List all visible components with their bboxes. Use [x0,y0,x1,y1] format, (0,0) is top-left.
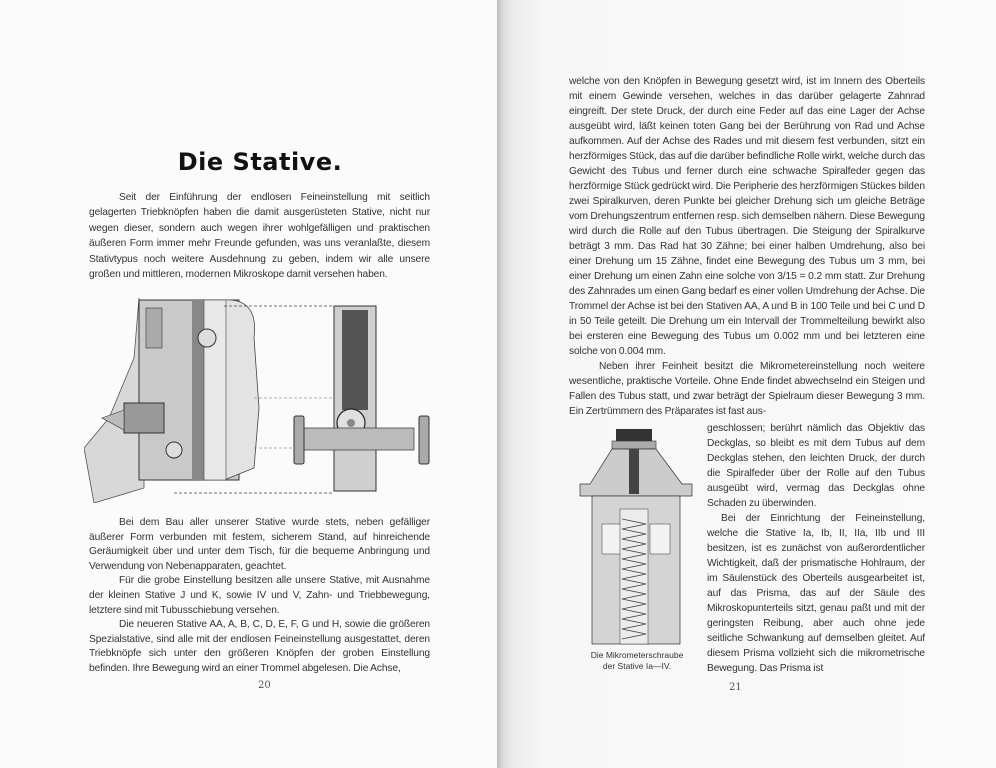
page-number: 21 [729,682,742,693]
rack [192,300,204,480]
figure-caption [572,650,702,672]
roller [166,442,182,458]
stand-mechanism-illustration [84,298,444,503]
knob-left [294,416,304,464]
stand-arm-shape [84,298,144,503]
screw-thread [612,441,656,449]
spring [146,308,162,348]
wrapped-body-text [707,421,925,676]
paragraph: Seit der Einführung der endlosen Feineinstellung mit seitlich gelagerten Triebknöpfen haben die damit ausgerüsteten Stative, nicht nur wegen dieser, sondern auch wegen ihrer wohlgefälligen und praktischen äußeren Form immer mehr Freunde gefunden, was uns veranlaßte, diesem Stativtypus noch weitere Ausdehnung zu geben, indem wir alle unsere großen und mittleren, modernen Mikroskope damit versehen haben. [89,192,430,281]
cam-hub [347,419,355,427]
intro-paragraph [89,190,430,282]
knob-axle [299,428,414,450]
knob-right [419,416,429,464]
side-slot [342,310,368,410]
paragraph: Für die grobe Einstellung besitzen alle unsere Stative, mit Ausnahme der kleinen Stative J und K, sowie IV und V, Zahn- und Triebbewegung, letztere sind mit Tubusschiebung versehen. [89,575,430,616]
pinion [198,329,216,347]
tube-housing [224,300,259,480]
paragraph: geschlossen; berührt nämlich das Objektiv das Deckglas, so bleibt es mit dem Tubus auf dem Deckglas stehen, den leichten Druck, der durch die Spiralfeder über der Rolle auf den Tubus ausgeübt wird, vermag das Deckglas ohne Schaden zu überwinden. [707,423,925,509]
cavity-right [650,524,670,554]
paragraph: Neben ihrer Feinheit besitzt die Mikrometereinstellung noch weitere wesentliche, praktische Vorteile. Ohne Ende findet abwechselnd ein Steigen und Fallen des Tubus statt, und zwar beträgt der Spielraum dieser Bewegung 3 mm. Ein Zertrümmern des Präparates ist fast aus- [569,361,925,417]
drum [124,403,164,433]
screw-rod [629,449,639,494]
page-title: Die Stative. [177,148,343,176]
tube [204,300,226,480]
caption-line: Die Mikrometerschraube [590,650,684,660]
paragraph: welche von den Knöpfen in Bewegung gesetzt wird, ist im Innern des Oberteils mit einem Gewinde versehen, welches in das darüber gelagerte Zahnrad eingreift. Der stete Druck, der durch eine Feder auf das eine Lager der Achse ausgeübt wird, läßt keinen toten Gang bei der Berührung von Rad und Achse aufkommen. Auf der Achse des Rades und mit diesem fest verbunden, sitzt ein herzförmiges Stück, das auf die darüber befindliche Rolle wirkt, welche durch das Gewicht des Tubus und ferner durch eine schwache Spiralfeder gegen das herzförmige Stück gedrückt wird. Die Peripherie des herzförmigen Stückes bilden zwei Spiralkurven, deren Punkte bei gleicher Drehung sich um gleiche Beträge vom Drehungszentrum entfernen resp. sich demselben nähern. Diese Bewegung wird durch die Rolle auf den Tubus übertragen. Die Steigung der Spiralkurve beträgt 3 mm. Das Rad hat 30 Zähne; bei einer halben Umdrehung, also bei einer Drehung um 15 Zähne, findet eine Bewegung des Tubus um 3 mm, bei einer Drehung um einen Zahn eine solche von 3/15 = 0.2 mm statt. Zur Drehung des Zahnrades um einen Gang bedarf es einer vollen Umdrehung der Achse. Die Trommel der Achse ist bei den Stativen AA, A und B in 100 Teile und bei C und D in 50 Teile geteilt. Die Drehung um ein Intervall der Trommelteilung bewirkt also bei ersteren eine Bewegung des Tubus um 0.002 mm und bei letzteren eine solche von 0.004 mm. [569,76,925,357]
paragraph: Bei dem Bau aller unserer Stative wurde stets, neben gefälliger äußerer Form verbunden mit festem, sicherem Stand, auf hinreichende Geräumigkeit über und unter dem Tisch, für die bequeme Anbringung und Verwendung von Nebenapparaten, geachtet. [89,517,430,572]
screw-cap [616,429,652,441]
body-text [569,74,925,419]
body-text [89,516,430,677]
paragraph: Bei der Einrichtung der Feineinstellung, welche die Stative Ia, Ib, II, IIa, IIb und III besitzen, ist es zunächst von außerordentlicher Wichtigkeit, daß der prismatische Hohlraum, der im Säulenstück des Oberteils ausgearbeitet ist, auf das Prisma, das auf der Säule des Mikroskopunterteils sitzt, genau paßt und mit der geringsten Reibung, aber auch ohne jede seitliche Schwankung auf demselben gleitet. Auf diesem Prisma vollzieht sich die mikrometrische Bewegung. Das Prisma ist [707,513,925,674]
caption-line: der Stative Ia—IV. [602,661,672,671]
page-number: 20 [258,680,271,691]
micrometer-screw-illustration [572,424,702,646]
cavity-left [602,524,622,554]
paragraph: Die neueren Stative AA, A, B, C, D, E, F, G und H, sowie die größeren Spezialstative, sind alle mit der endlosen Feineinstellung ausgestattet, deren Triebknöpfe sich unter den größeren Knöpfen der groben Einstellung befinden. Ihre Bewegung wird an einer Trommel abgelesen. Die Achse, [89,619,430,674]
left-page [0,0,497,768]
